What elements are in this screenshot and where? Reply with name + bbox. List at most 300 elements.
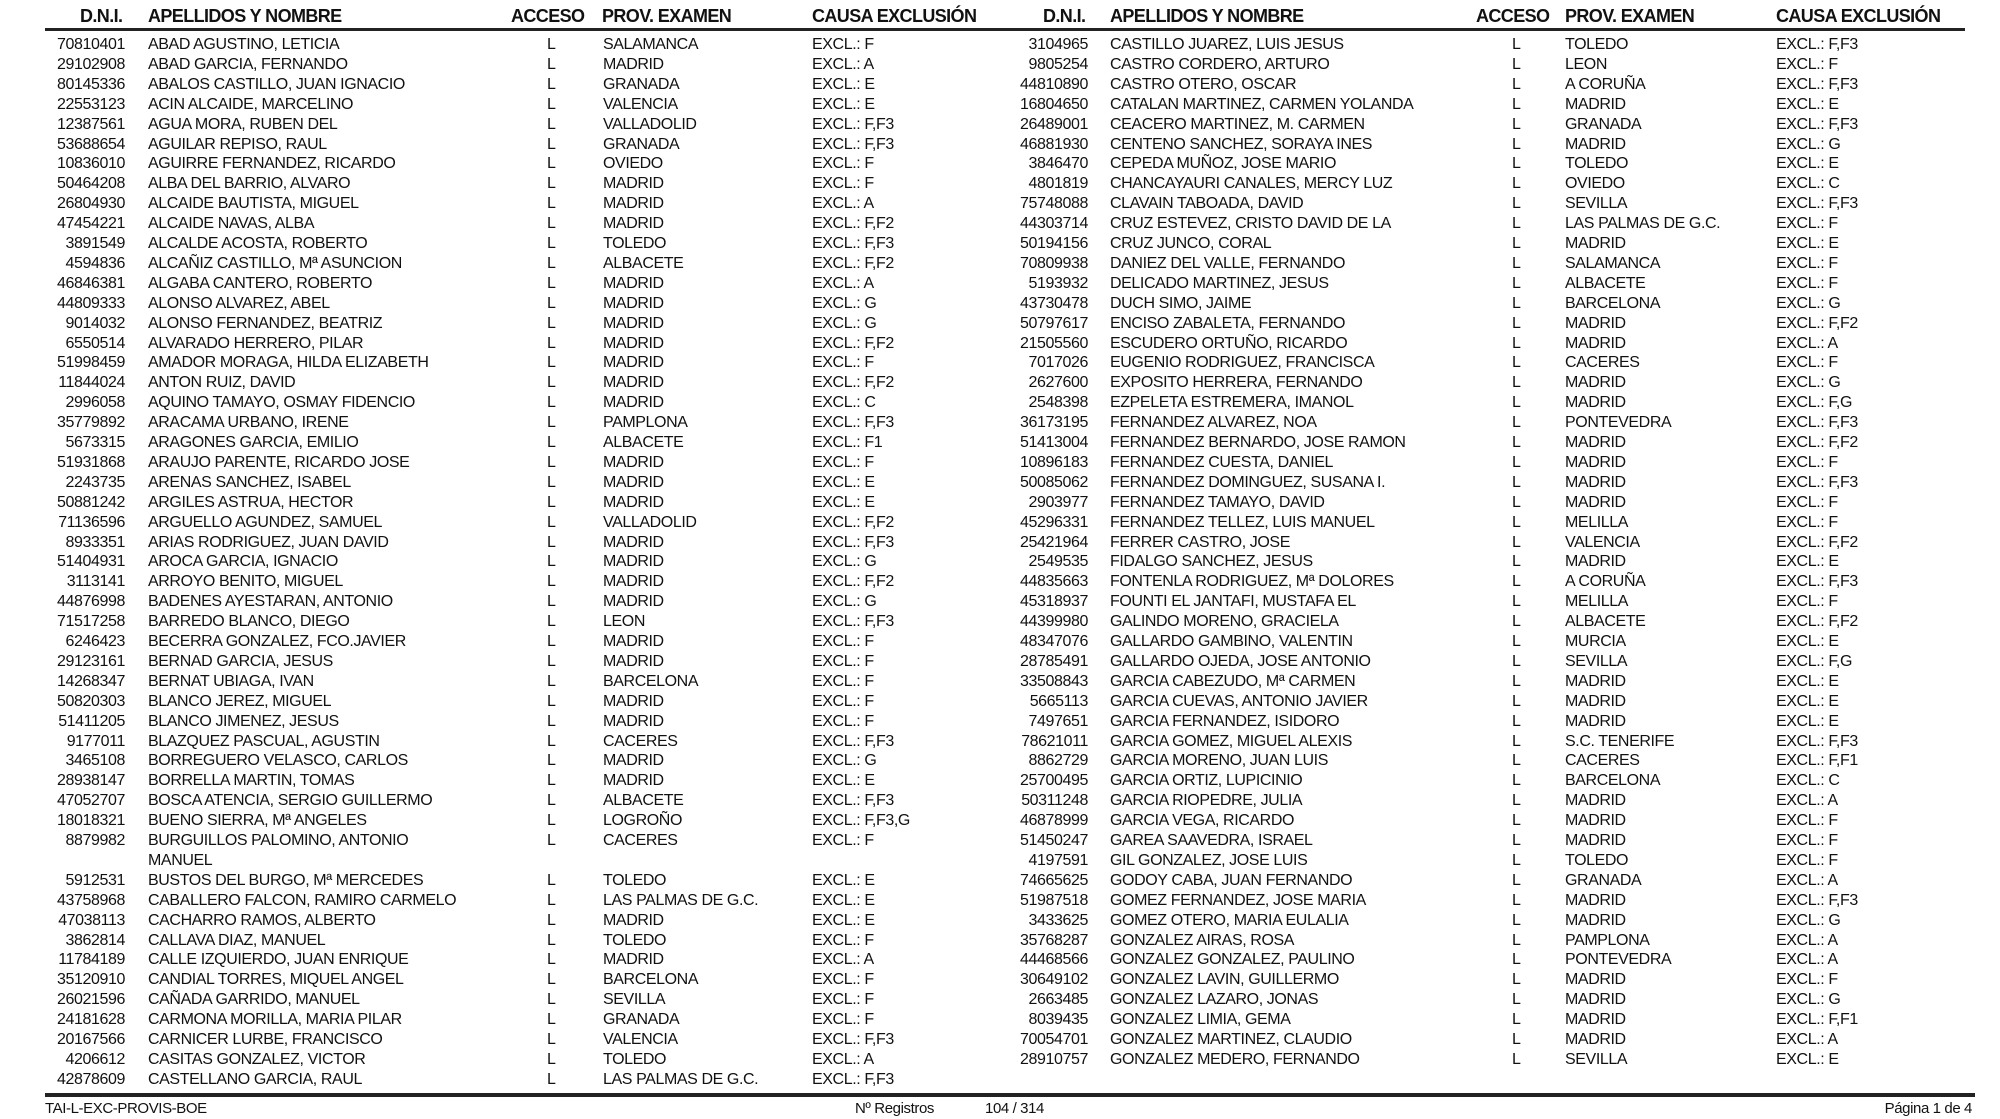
name-cell: CASTRO CORDERO, ARTURO [1110,55,1330,73]
acceso-cell: L [1512,812,1521,830]
causa-cell: EXCL.: E [1776,1050,1839,1068]
causa-cell: EXCL.: F,F2 [812,215,894,233]
dni-cell: 16804650 [1020,95,1088,113]
dni-cell: 35768287 [1020,931,1088,949]
name-cell: BORREGUERO VELASCO, CARLOS [148,752,408,770]
name-cell: AQUINO TAMAYO, OSMAY FIDENCIO [148,394,415,412]
prov-cell: MADRID [603,712,664,730]
dni-cell: 18018321 [57,812,125,830]
causa-cell: EXCL.: F,F3 [812,732,894,750]
acceso-cell: L [547,692,556,710]
table-row [1000,811,2000,831]
acceso-cell: L [547,573,556,591]
table-row [0,811,1000,831]
table-row [0,433,1000,453]
name-cell: CATALAN MARTINEZ, CARMEN YOLANDA [1110,95,1414,113]
table-row [0,154,1000,174]
dni-cell: 8039435 [1028,1011,1088,1029]
causa-cell: EXCL.: F,F2 [812,254,894,272]
dni-cell: 50085062 [1020,473,1088,491]
acceso-cell: L [547,1050,556,1068]
causa-cell: EXCL.: E [812,871,875,889]
causa-cell: EXCL.: G [812,752,877,770]
table-row [0,891,1000,911]
dni-cell: 26021596 [57,991,125,1009]
prov-cell: A CORUÑA [1565,75,1646,93]
dni-cell: 51411205 [58,712,125,730]
causa-cell: EXCL.: F [1776,254,1838,272]
prov-cell: MADRID [1565,1011,1626,1029]
acceso-cell: L [1512,434,1521,451]
name-cell: GOMEZ OTERO, MARIA EULALIA [1110,911,1349,929]
name-cell: AGUILAR REPISO, RAUL [148,135,327,153]
dni-cell: 25421964 [1020,533,1088,551]
name-cell: GODOY CABA, JUAN FERNANDO [1110,871,1353,889]
table-row [1000,174,2000,194]
name-cell: GARCIA CUEVAS, ANTONIO JAVIER [1110,692,1368,710]
name-cell: ABALOS CASTILLO, JUAN IGNACIO [148,75,405,93]
prov-cell: MADRID [603,215,664,233]
name-cell: EUGENIO RODRIGUEZ, FRANCISCA [1110,354,1375,372]
prov-cell: MADRID [1565,792,1626,810]
acceso-cell: L [547,593,556,611]
name-cell: AMADOR MORAGA, HILDA ELIZABETH [148,354,429,372]
causa-cell: EXCL.: E [1776,692,1839,710]
name-cell: GAREA SAAVEDRA, ISRAEL [1110,832,1313,849]
causa-cell: EXCL.: F [812,155,874,173]
dni-cell: 44835663 [1020,573,1088,591]
dni-cell: 3433625 [1028,911,1088,929]
causa-cell: EXCL.: F,F3 [1776,473,1858,491]
causa-cell: EXCL.: F,F2 [1776,434,1858,451]
table-row [0,552,1000,572]
table-row [1000,115,2000,135]
header-causa: CAUSA EXCLUSIÓN [812,6,977,26]
dni-cell: 25700495 [1020,772,1088,790]
name-cell: ALONSO FERNANDEZ, BEATRIZ [148,314,383,332]
causa-cell: EXCL.: G [1776,374,1841,392]
table-row [0,473,1000,493]
acceso-cell: L [1512,274,1521,292]
prov-cell: MADRID [603,55,664,73]
table-row [1000,931,2000,951]
acceso-cell: L [547,195,556,213]
table-row [1000,533,2000,553]
acceso-cell: L [1512,573,1521,591]
table-row [1000,552,2000,572]
table-row [0,791,1000,811]
table-row [0,950,1000,970]
acceso-cell: L [547,75,556,93]
prov-cell: MADRID [1565,314,1626,332]
acceso-cell: L [547,314,556,332]
name-cell: DELICADO MARTINEZ, JESUS [1110,274,1329,292]
name-cell: GONZALEZ MARTINEZ, CLAUDIO [1110,1031,1352,1048]
prov-cell: MADRID [1565,712,1626,730]
table-row [1000,214,2000,234]
causa-cell: EXCL.: F [812,354,874,372]
causa-cell: EXCL.: A [812,55,874,73]
prov-cell: MADRID [603,493,664,511]
dni-cell: 70810401 [57,36,125,53]
causa-cell: EXCL.: G [1776,911,1841,929]
name-cell: BOSCA ATENCIA, SERGIO GUILLERMO [148,792,433,810]
acceso-cell: L [1512,931,1521,949]
name-cell: BECERRA GONZALEZ, FCO.JAVIER [148,633,406,650]
acceso-cell: L [547,254,556,272]
causa-cell: EXCL.: F [1776,215,1838,233]
acceso-cell: L [547,712,556,730]
prov-cell: TOLEDO [603,931,667,949]
prov-cell: MADRID [1565,553,1626,571]
acceso-cell: L [1512,613,1521,631]
table-row [1000,95,2000,115]
name-cell: GALLARDO GAMBINO, VALENTIN [1110,633,1353,650]
name-cell: ABAD AGUSTINO, LETICIA [148,36,340,53]
table-row [1000,732,2000,752]
name-cell: CENTENO SANCHEZ, SORAYA INES [1110,135,1373,153]
dni-cell: 80145336 [57,75,125,93]
table-row [0,334,1000,354]
causa-cell: EXCL.: G [812,553,877,571]
causa-cell: EXCL.: F,F3 [812,135,894,153]
table-row [0,831,1000,869]
dni-cell: 46878999 [1020,812,1088,830]
acceso-cell: L [1512,195,1521,213]
dni-cell: 51987518 [1020,891,1088,909]
name-cell: DANIEZ DEL VALLE, FERNANDO [1110,254,1345,272]
prov-cell: MADRID [603,175,664,193]
dni-cell: 28938147 [57,772,125,790]
table-row [0,1050,1000,1070]
causa-cell: EXCL.: F [812,175,874,193]
causa-cell: EXCL.: C [1776,175,1840,193]
causa-cell: EXCL.: F,F2 [812,374,894,392]
prov-cell: ALBACETE [603,792,684,810]
name-cell: GOMEZ FERNANDEZ, JOSE MARIA [1110,891,1366,909]
dni-cell: 28910757 [1020,1050,1088,1068]
acceso-cell: L [547,871,556,889]
name-cell: FERRER CASTRO, JOSE [1110,533,1290,551]
causa-cell: EXCL.: A [1776,792,1838,810]
dni-cell: 28785491 [1020,652,1088,670]
prov-cell: MADRID [1565,334,1626,352]
causa-cell: EXCL.: E [1776,235,1839,252]
name-cell: GIL GONZALEZ, JOSE LUIS [1110,851,1308,869]
table-row [1000,592,2000,612]
prov-cell: VALENCIA [603,1031,678,1048]
table-row [1000,294,2000,314]
name-cell: ARGILES ASTRUA, HECTOR [148,493,354,511]
dni-cell: 74665625 [1020,871,1088,889]
table-row [1000,373,2000,393]
name-cell: GARCIA RIOPEDRE, JULIA [1110,792,1303,810]
dni-cell: 50820303 [57,692,125,710]
prov-cell: GRANADA [603,75,680,93]
footer-divider [45,1093,1975,1097]
acceso-cell: L [1512,1050,1521,1068]
acceso-cell: L [1512,891,1521,909]
table-row [1000,572,2000,592]
name-cell: FERNANDEZ ALVAREZ, NOA [1110,414,1317,432]
name-cell: GONZALEZ LAZARO, JONAS [1110,991,1319,1009]
name-cell: CRUZ ESTEVEZ, CRISTO DAVID DE LA [1110,215,1391,233]
prov-cell: PONTEVEDRA [1565,414,1672,432]
causa-cell: EXCL.: F,F2 [1776,533,1858,551]
footer-code: TAI-L-EXC-PROVIS-BOE [45,1100,207,1117]
prov-cell: MADRID [1565,692,1626,710]
table-row [1000,75,2000,95]
dni-cell: 50194156 [1020,235,1088,252]
acceso-cell: L [1512,911,1521,929]
causa-cell: EXCL.: G [1776,294,1841,312]
table-row [1000,1050,2000,1070]
causa-cell: EXCL.: F [1776,593,1838,611]
dni-cell: 53688654 [57,135,125,153]
table-row [0,771,1000,791]
dni-cell: 70054701 [1020,1031,1088,1048]
name-cell: ALONSO ALVAREZ, ABEL [148,294,330,312]
table-row [1000,314,2000,334]
table-row [1000,393,2000,413]
table-row [1000,791,2000,811]
name-cell: CANDIAL TORRES, MIQUEL ANGEL [148,971,404,989]
causa-cell: EXCL.: F,F3 [1776,414,1858,432]
prov-cell: OVIEDO [603,155,663,173]
name-cell: CASTELLANO GARCIA, RAUL [148,1070,362,1088]
prov-cell: LAS PALMAS DE G.C. [1565,215,1721,233]
name-cell: GONZALEZ LIMIA, GEMA [1110,1011,1291,1029]
table-row [1000,990,2000,1010]
prov-cell: VALENCIA [1565,533,1640,551]
causa-cell: EXCL.: F,F3 [812,115,894,133]
table-row [0,931,1000,951]
table-row [0,393,1000,413]
prov-cell: A CORUÑA [1565,573,1646,591]
acceso-cell: L [547,453,556,471]
prov-cell: MADRID [1565,672,1626,690]
table-row [1000,950,2000,970]
prov-cell: MELILLA [1565,593,1629,611]
causa-cell: EXCL.: F [1776,851,1838,869]
acceso-cell: L [547,931,556,949]
name-cell: FERNANDEZ BERNARDO, JOSE RAMON [1110,434,1406,451]
dni-cell: 45296331 [1020,513,1088,531]
header-dni: D.N.I. [80,6,123,26]
dni-cell: 2243735 [65,473,125,491]
dni-cell: 47052707 [57,792,125,810]
table-row [0,732,1000,752]
causa-cell: EXCL.: F [1776,274,1838,292]
acceso-cell: L [547,175,556,193]
acceso-cell: L [547,513,556,531]
causa-cell: EXCL.: G [812,314,877,332]
table-row [0,1030,1000,1050]
causa-cell: EXCL.: G [812,294,877,312]
prov-cell: VALLADOLID [603,115,697,133]
acceso-cell: L [547,1011,556,1029]
table-row [0,353,1000,373]
acceso-cell: L [547,1031,556,1048]
dni-cell: 46881930 [1020,135,1088,153]
name-cell: GALINDO MORENO, GRACIELA [1110,613,1339,631]
prov-cell: MADRID [1565,832,1626,849]
name-cell: GONZALEZ MEDERO, FERNANDO [1110,1050,1360,1068]
prov-cell: CACERES [603,732,678,750]
prov-cell: MADRID [1565,971,1626,989]
dni-cell: 51998459 [57,354,125,372]
causa-cell: EXCL.: E [812,473,875,491]
acceso-cell: L [1512,712,1521,730]
name-cell: GARCIA FERNANDEZ, ISIDORO [1110,712,1340,730]
causa-cell: EXCL.: C [1776,772,1840,790]
name-cell: ALCAIDE NAVAS, ALBA [148,215,315,233]
acceso-cell: L [547,772,556,790]
dni-cell: 20167566 [57,1031,125,1048]
dni-cell: 3862814 [65,931,125,949]
causa-cell: EXCL.: F,F2 [812,334,894,352]
prov-cell: CACERES [1565,354,1640,372]
dni-cell: 10896183 [1020,453,1088,471]
causa-cell: EXCL.: F [1776,832,1838,849]
causa-cell: EXCL.: F [812,971,874,989]
header-acceso: ACCESO [511,6,585,26]
name-cell: ANTON RUIZ, DAVID [148,374,296,392]
dni-cell: 26489001 [1020,115,1088,133]
causa-cell: EXCL.: F,F3 [812,235,894,252]
acceso-cell: L [547,633,556,650]
causa-cell: EXCL.: F,F3 [1776,36,1858,53]
dni-cell: 5673315 [65,434,125,451]
prov-cell: MADRID [1565,235,1626,252]
name-cell: CHANCAYAURI CANALES, MERCY LUZ [1110,175,1393,193]
name-cell: FERNANDEZ TAMAYO, DAVID [1110,493,1325,511]
acceso-cell: L [547,95,556,113]
acceso-cell: L [547,752,556,770]
causa-cell: EXCL.: F,F3 [1776,732,1858,750]
acceso-cell: L [547,394,556,412]
table-row [0,513,1000,533]
dni-cell: 51931868 [57,453,125,471]
causa-cell: EXCL.: F,F3 [812,533,894,551]
name-cell: CRUZ JUNCO, CORAL [1110,235,1272,252]
acceso-cell: L [1512,394,1521,412]
acceso-cell: L [547,732,556,750]
causa-cell: EXCL.: F [812,652,874,670]
causa-cell: EXCL.: E [1776,672,1839,690]
acceso-cell: L [1512,832,1521,849]
prov-cell: MADRID [1565,812,1626,830]
name-cell: ALCALDE ACOSTA, ROBERTO [148,235,368,252]
prov-cell: MADRID [1565,374,1626,392]
causa-cell: EXCL.: C [812,394,876,412]
prov-cell: MADRID [603,951,664,969]
table-row [0,1070,1000,1090]
prov-cell: PONTEVEDRA [1565,951,1672,969]
prov-cell: MADRID [1565,493,1626,511]
name-cell: ARGUELLO AGUNDEZ, SAMUEL [148,513,383,531]
name-cell: CASITAS GONZALEZ, VICTOR [148,1050,366,1068]
dni-cell: 24181628 [57,1011,125,1029]
name-cell: DUCH SIMO, JAIME [1110,294,1252,312]
name-cell: CARMONA MORILLA, MARIA PILAR [148,1011,402,1029]
name-cell: ABAD GARCIA, FERNANDO [148,55,348,73]
dni-cell: 78621011 [1021,732,1088,750]
causa-cell: EXCL.: A [812,1050,874,1068]
acceso-cell: L [547,36,556,53]
name-cell: AROCA GARCIA, IGNACIO [148,553,338,571]
dni-cell: 21505560 [1020,334,1088,352]
dni-cell: 50311248 [1021,792,1088,810]
acceso-cell: L [1512,851,1521,869]
name-cell: CABALLERO FALCON, RAMIRO CARMELO [148,891,457,909]
name-cell: BERNAT UBIAGA, IVAN [148,672,314,690]
causa-cell: EXCL.: A [1776,951,1838,969]
table-row [1000,652,2000,672]
acceso-cell: L [1512,453,1521,471]
acceso-cell: L [547,354,556,372]
dni-cell: 3113141 [66,573,125,591]
prov-cell: MADRID [603,294,664,312]
dni-cell: 12387561 [57,115,125,133]
table-row [1000,274,2000,294]
name-cell: ARACAMA URBANO, IRENE [148,414,349,432]
table-row [1000,35,2000,55]
dni-cell: 48347076 [1020,633,1088,650]
dni-cell: 11844024 [58,374,125,392]
dni-cell: 5665113 [1029,692,1088,710]
acceso-cell: L [547,951,556,969]
name-cell: EXPOSITO HERRERA, FERNANDO [1110,374,1363,392]
name-cell: CASTILLO JUAREZ, LUIS JESUS [1110,36,1344,53]
table-row [1000,692,2000,712]
prov-cell: SEVILLA [603,991,666,1009]
acceso-cell: L [1512,215,1521,233]
table-row [1000,871,2000,891]
table-row [0,135,1000,155]
dni-cell: 4594836 [65,254,125,272]
dni-cell: 4206612 [65,1050,125,1068]
dni-cell: 5193932 [1028,274,1088,292]
causa-cell: EXCL.: G [1776,135,1841,153]
dni-cell: 10836010 [57,155,125,173]
dni-cell: 9014032 [65,314,125,332]
name-cell: ESCUDERO ORTUÑO, RICARDO [1110,334,1348,352]
name-cell: AGUIRRE FERNANDEZ, RICARDO [148,155,396,173]
name-cell: ACIN ALCAIDE, MARCELINO [148,95,354,113]
prov-cell: GRANADA [1565,871,1642,889]
acceso-cell: L [547,55,556,73]
acceso-cell: L [1512,75,1521,93]
table-row [0,1010,1000,1030]
table-row [0,413,1000,433]
dni-cell: 44399980 [1020,613,1088,631]
causa-cell: EXCL.: E [1776,633,1839,650]
dni-cell: 2627600 [1028,374,1088,392]
acceso-cell: L [1512,493,1521,511]
acceso-cell: L [547,613,556,631]
table-row [0,692,1000,712]
prov-cell: SALAMANCA [1565,254,1661,272]
name-cell: FONTENLA RODRIGUEZ, Mª DOLORES [1110,573,1394,591]
dni-cell: 3846470 [1028,155,1088,173]
table-row [0,174,1000,194]
acceso-cell: L [547,473,556,491]
acceso-cell: L [1512,235,1521,252]
prov-cell: MURCIA [1565,633,1626,650]
name-cell: GARCIA GOMEZ, MIGUEL ALEXIS [1110,732,1353,750]
causa-cell: EXCL.: E [812,493,875,511]
